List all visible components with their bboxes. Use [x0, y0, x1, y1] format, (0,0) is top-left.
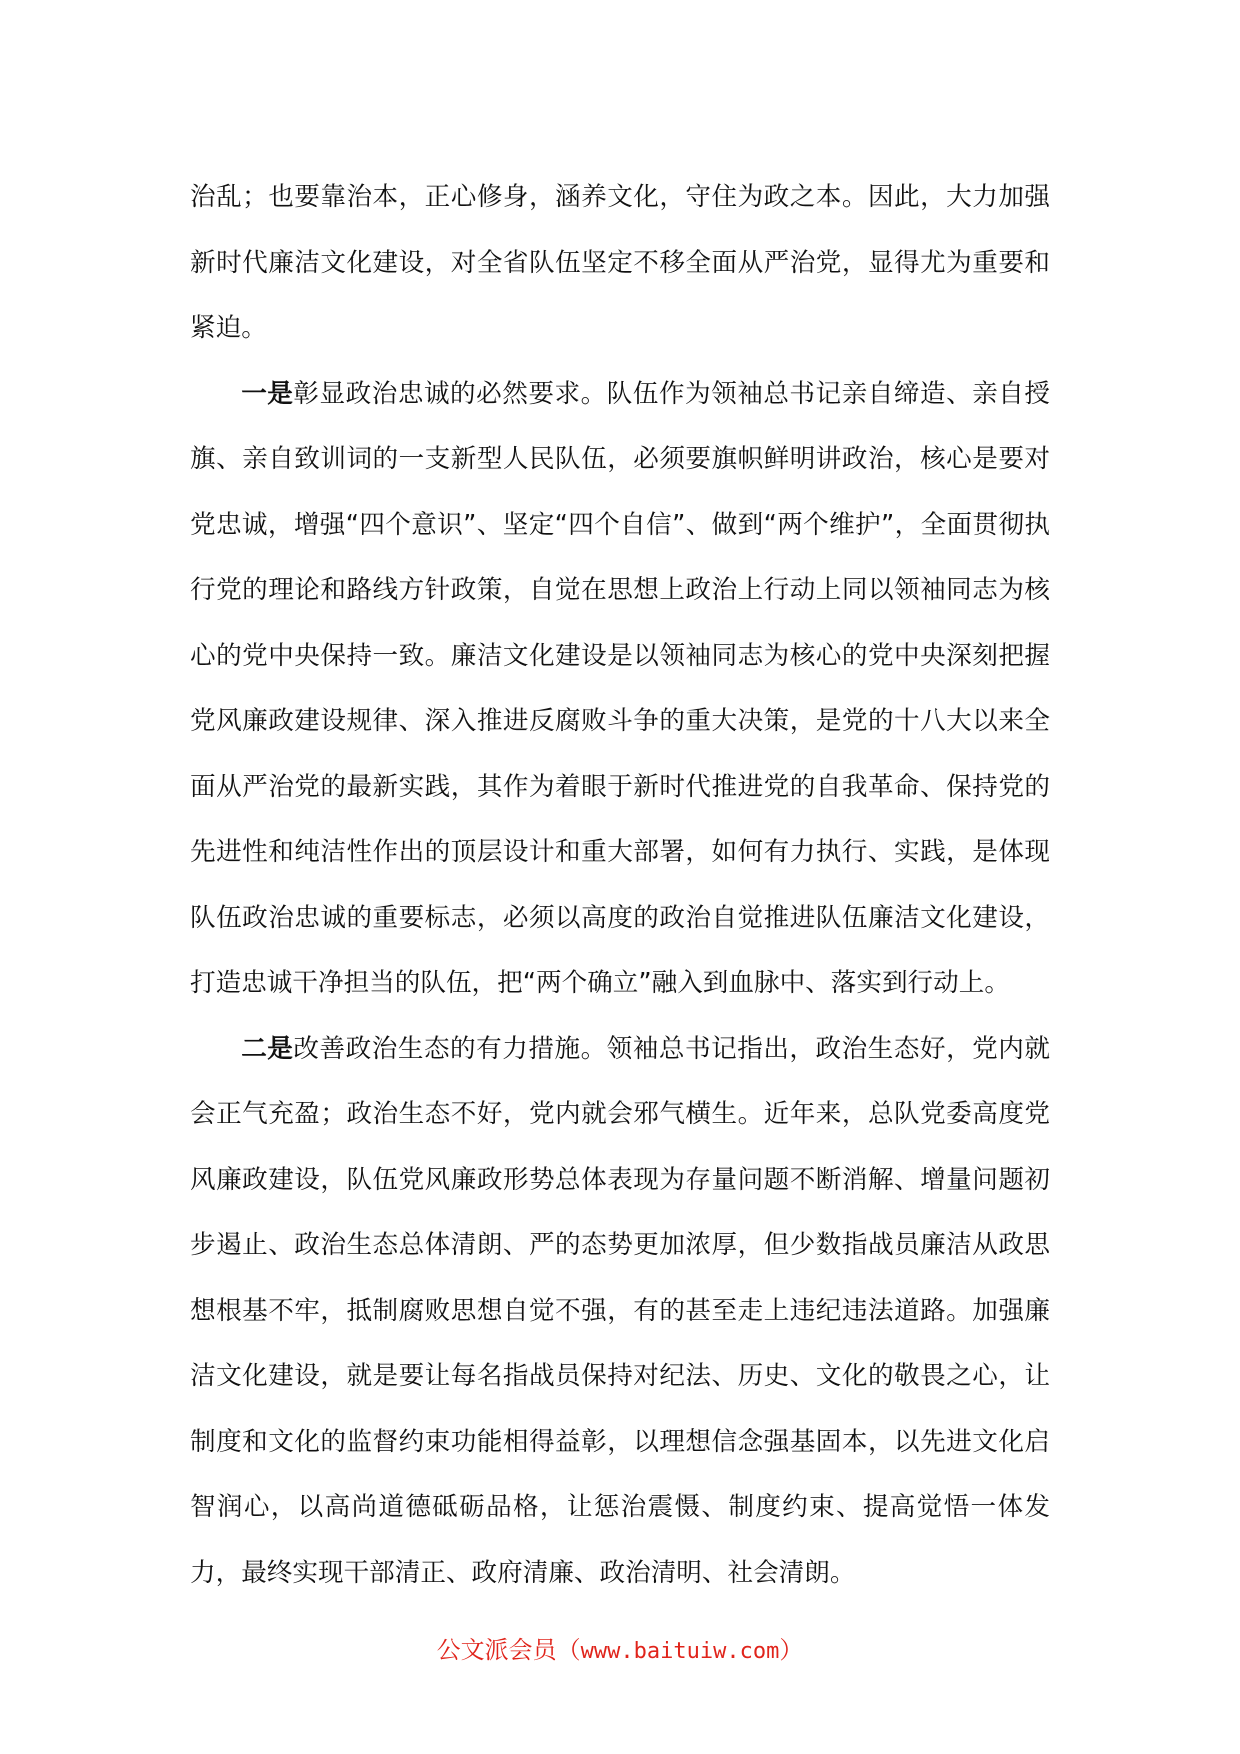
paragraph-text: 改善政治生态的有力措施。领袖总书记指出，政治生态好，党内就会正气充盈；政治生态不好，党内就会邪气横生。近年来，总队党委高度党风廉政建设，队伍党风廉政形势总体表现为存量问题不断消解、增量问题初步遏止、政治生态总体清朗、严的态势更加浓厚，但少数指战员廉洁从政思想根基不牢，抵制腐败思想自觉不强，有的甚至走上违纪违法道路。加强廉洁文化建设，就是要让每名指战员保持对纪法、历史、文化的敬畏之心，让制度和文化的监督约束功能相得益彰，以理想信念强基固本，以先进文化启智润心，以高尚道德砥砺品格，让惩治震慑、制度约束、提高觉悟一体发力，最终实现干部清正、政府清廉、政治清明、社会清朗。 — [190, 1033, 1050, 1588]
paragraph-text: 治乱；也要靠治本，正心修身，涵养文化，守住为政之本。因此，大力加强新时代廉洁文化建设，对全省队伍坚定不移全面从严治党，显得尤为重要和紧迫。 — [190, 182, 1050, 343]
paragraph-lead: 二是 — [241, 1033, 294, 1064]
body-text — [190, 165, 1050, 1606]
paragraph-lead: 一是 — [241, 378, 294, 409]
footer-url: www.baituiw.com — [580, 1639, 780, 1664]
footer-watermark — [0, 1632, 1240, 1670]
footer-label: 公文派会员（ — [436, 1636, 581, 1664]
paragraph-text: 彰显政治忠诚的必然要求。队伍作为领袖总书记亲自缔造、亲自授旗、亲自致训词的一支新型人民队伍，必须要旗帜鲜明讲政治，核心是要对党忠诚，增强“四个意识”、坚定“四个自信”、做到“两个维护”，全面贯彻执行党的理论和路线方针政策，自觉在思想上政治上行动上同以领袖同志为核心的党中央保持一致。廉洁文化建设是以领袖同志为核心的党中央深刻把握党风廉政建设规律、深入推进反腐败斗争的重大决策，是党的十八大以来全面从严治党的最新实践，其作为着眼于新时代推进党的自我革命、保持党的先进性和纯洁性作出的顶层设计和重大部署，如何有力执行、实践，是体现队伍政治忠诚的重要标志，必须以高度的政治自觉推进队伍廉洁文化建设，打造忠诚干净担当的队伍，把“两个确立”融入到血脉中、落实到行动上。 — [190, 378, 1050, 998]
paragraph-continuation — [190, 165, 1050, 362]
footer-close: ） — [779, 1636, 804, 1664]
paragraph-point-two — [190, 1017, 1050, 1607]
paragraph-point-one — [190, 362, 1050, 1017]
